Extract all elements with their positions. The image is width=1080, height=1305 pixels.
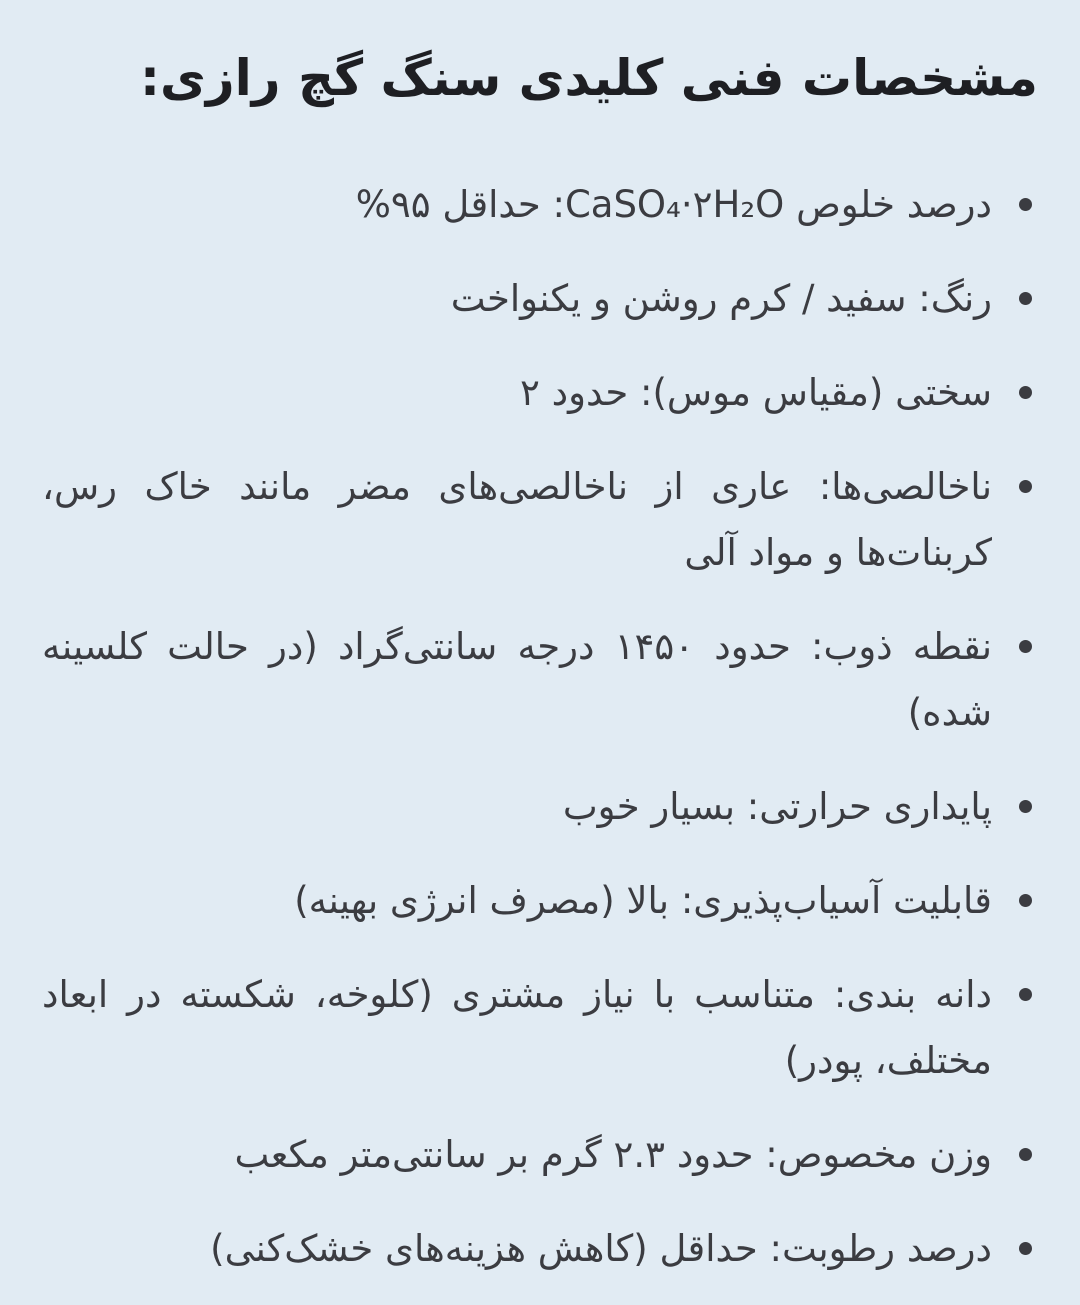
- list-item-text: وزن مخصوص: حدود ۲.۳ گرم بر سانتی‌متر مکعب: [234, 1133, 992, 1176]
- list-item: [42, 614, 1038, 746]
- bullet-icon: [1019, 386, 1032, 399]
- list-item-text: ناخالصی‌ها: عاری از ناخالصی‌های مضر مانند خاک رس، کربنات‌ها و مواد آلی: [42, 465, 992, 574]
- list-item-text: پایداری حرارتی: بسیار خوب: [562, 785, 992, 828]
- list-item: [42, 1216, 1038, 1282]
- list-item-text: نقطه ذوب: حدود ۱۴۵۰ درجه سانتی‌گراد (در حالت کلسینه شده): [42, 625, 992, 734]
- list-item: [42, 868, 1038, 934]
- bullet-icon: [1019, 292, 1032, 305]
- bullet-icon: [1019, 1148, 1032, 1161]
- bullet-icon: [1019, 640, 1032, 653]
- list-item-text: سختی (مقیاس موس): حدود ۲: [519, 371, 992, 414]
- bullet-icon: [1019, 988, 1032, 1001]
- list-item-text: قابلیت آسیاب‌پذیری: بالا (مصرف انرژی بهینه): [294, 879, 992, 922]
- list-item: [42, 774, 1038, 840]
- list-item-text: درصد رطوبت: حداقل (کاهش هزینه‌های خشک‌کنی): [210, 1227, 992, 1270]
- list-item-text: رنگ: سفید / کرم روشن و یکنواخت: [450, 277, 992, 320]
- list-item: [42, 172, 1038, 238]
- page-title: مشخصات فنی کلیدی سنگ گچ رازی:: [140, 49, 1038, 107]
- list-item: [42, 454, 1038, 586]
- bullet-icon: [1019, 894, 1032, 907]
- list-item-text: دانه بندی: متناسب با نیاز مشتری (کلوخه، شکسته در ابعاد مختلف، پودر): [42, 973, 992, 1082]
- list-item: [42, 360, 1038, 426]
- bullet-icon: [1019, 198, 1032, 211]
- list-item: [42, 962, 1038, 1094]
- bullet-icon: [1019, 1242, 1032, 1255]
- spec-list: [42, 172, 1038, 1282]
- list-item: [42, 266, 1038, 332]
- bullet-icon: [1019, 800, 1032, 813]
- list-item: [42, 1122, 1038, 1188]
- list-item-text: درصد خلوص CaSO₄·۲H₂O: حداقل ۹۵%: [355, 183, 992, 226]
- bullet-icon: [1019, 480, 1032, 493]
